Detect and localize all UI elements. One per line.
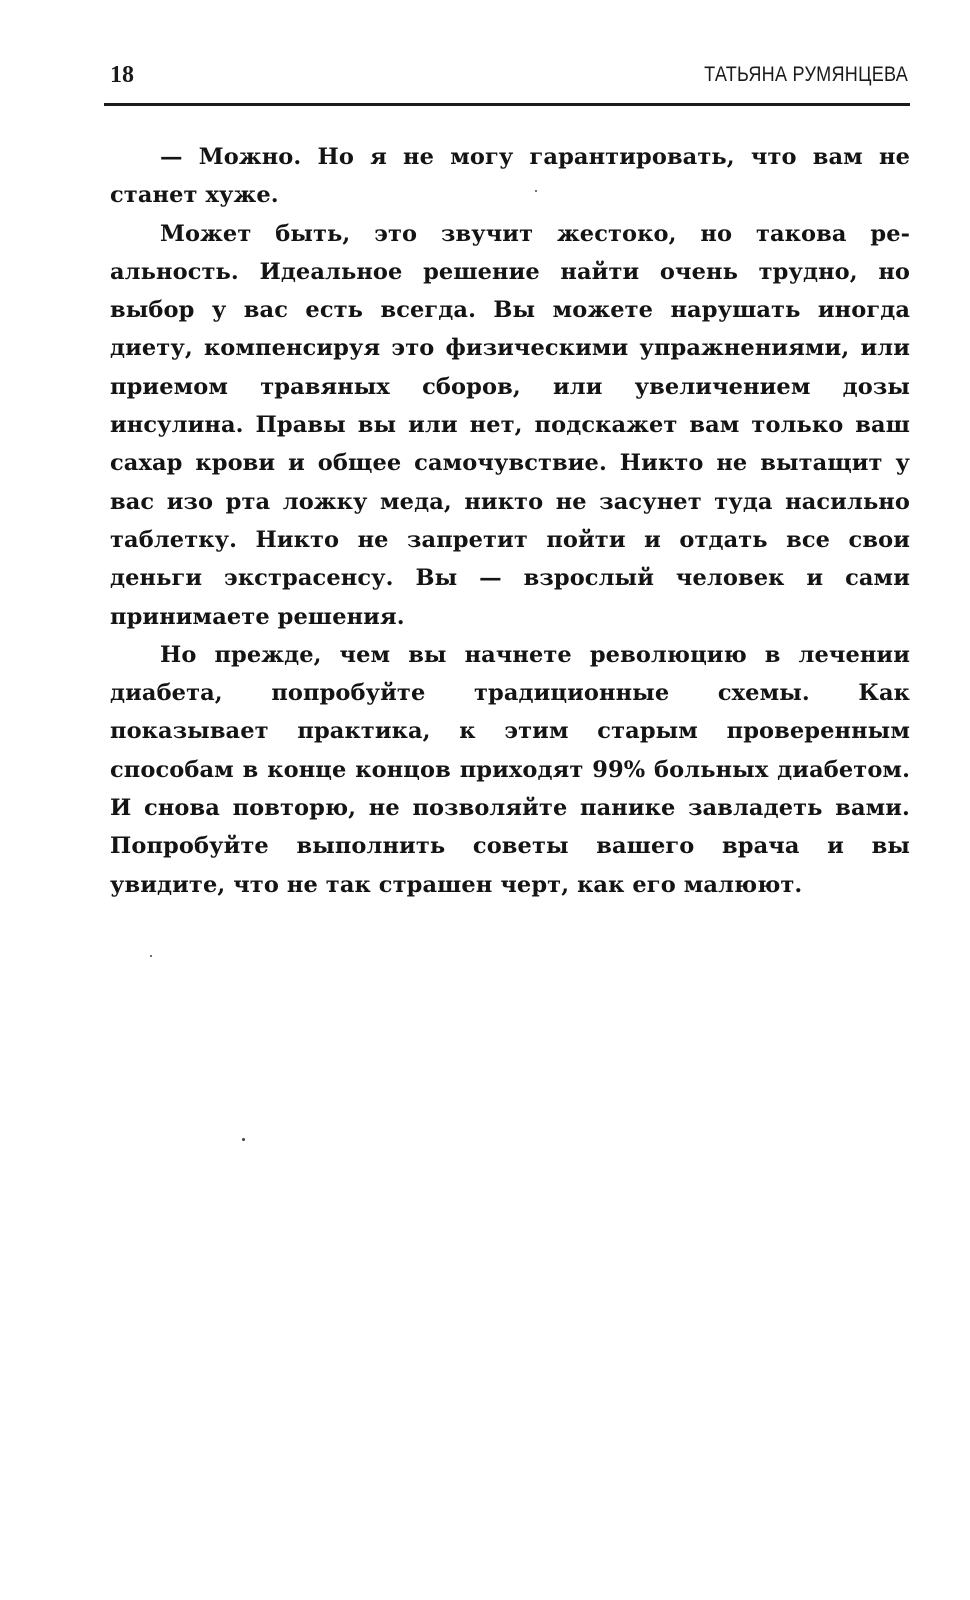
paragraph: Может быть, это звучит жестоко, но такова реальность. Идеальное решение найти очень трудно, но выбор у вас есть всегда. Вы можете нарушать иногда диету, компенсируя это физическими упражнениями, или приемом травяных сборов, или увеличением дозы инсулина. Правы вы или нет, подскажет вам только ваш сахар крови и общее самочувствие. Никто не вытащит у вас изо рта ложку меда, никто не засунет туда насильно таблетку. Никто не запретит пойти и отдать все свои деньги экстрасенсу. Вы — взрослый человек и сами принимаете решения.	[110, 220, 910, 630]
scan-speck	[242, 1138, 245, 1141]
body-text	[110, 138, 910, 904]
scan-speck	[535, 190, 537, 192]
page-header	[110, 60, 908, 96]
page-number: 18	[110, 62, 134, 88]
header-rule	[104, 103, 910, 106]
paragraph: Но прежде, чем вы начнете революцию в лечении диабета, попробуйте традиционные схемы. Как показывает практика, к этим старым проверенным способам в конце концов приходят 99% больных диабетом. И снова повторю, не позволяйте панике завладеть вами. Попробуйте выполнить советы вашего врача и вы увидите, что не так страшен черт, как его малюют.	[110, 641, 910, 898]
running-title: ТАТЬЯНА РУМЯНЦЕВА	[704, 63, 908, 86]
paragraph: — Можно. Но я не могу гарантировать, что вам не станет хуже.	[110, 144, 910, 209]
scan-speck	[150, 955, 152, 957]
